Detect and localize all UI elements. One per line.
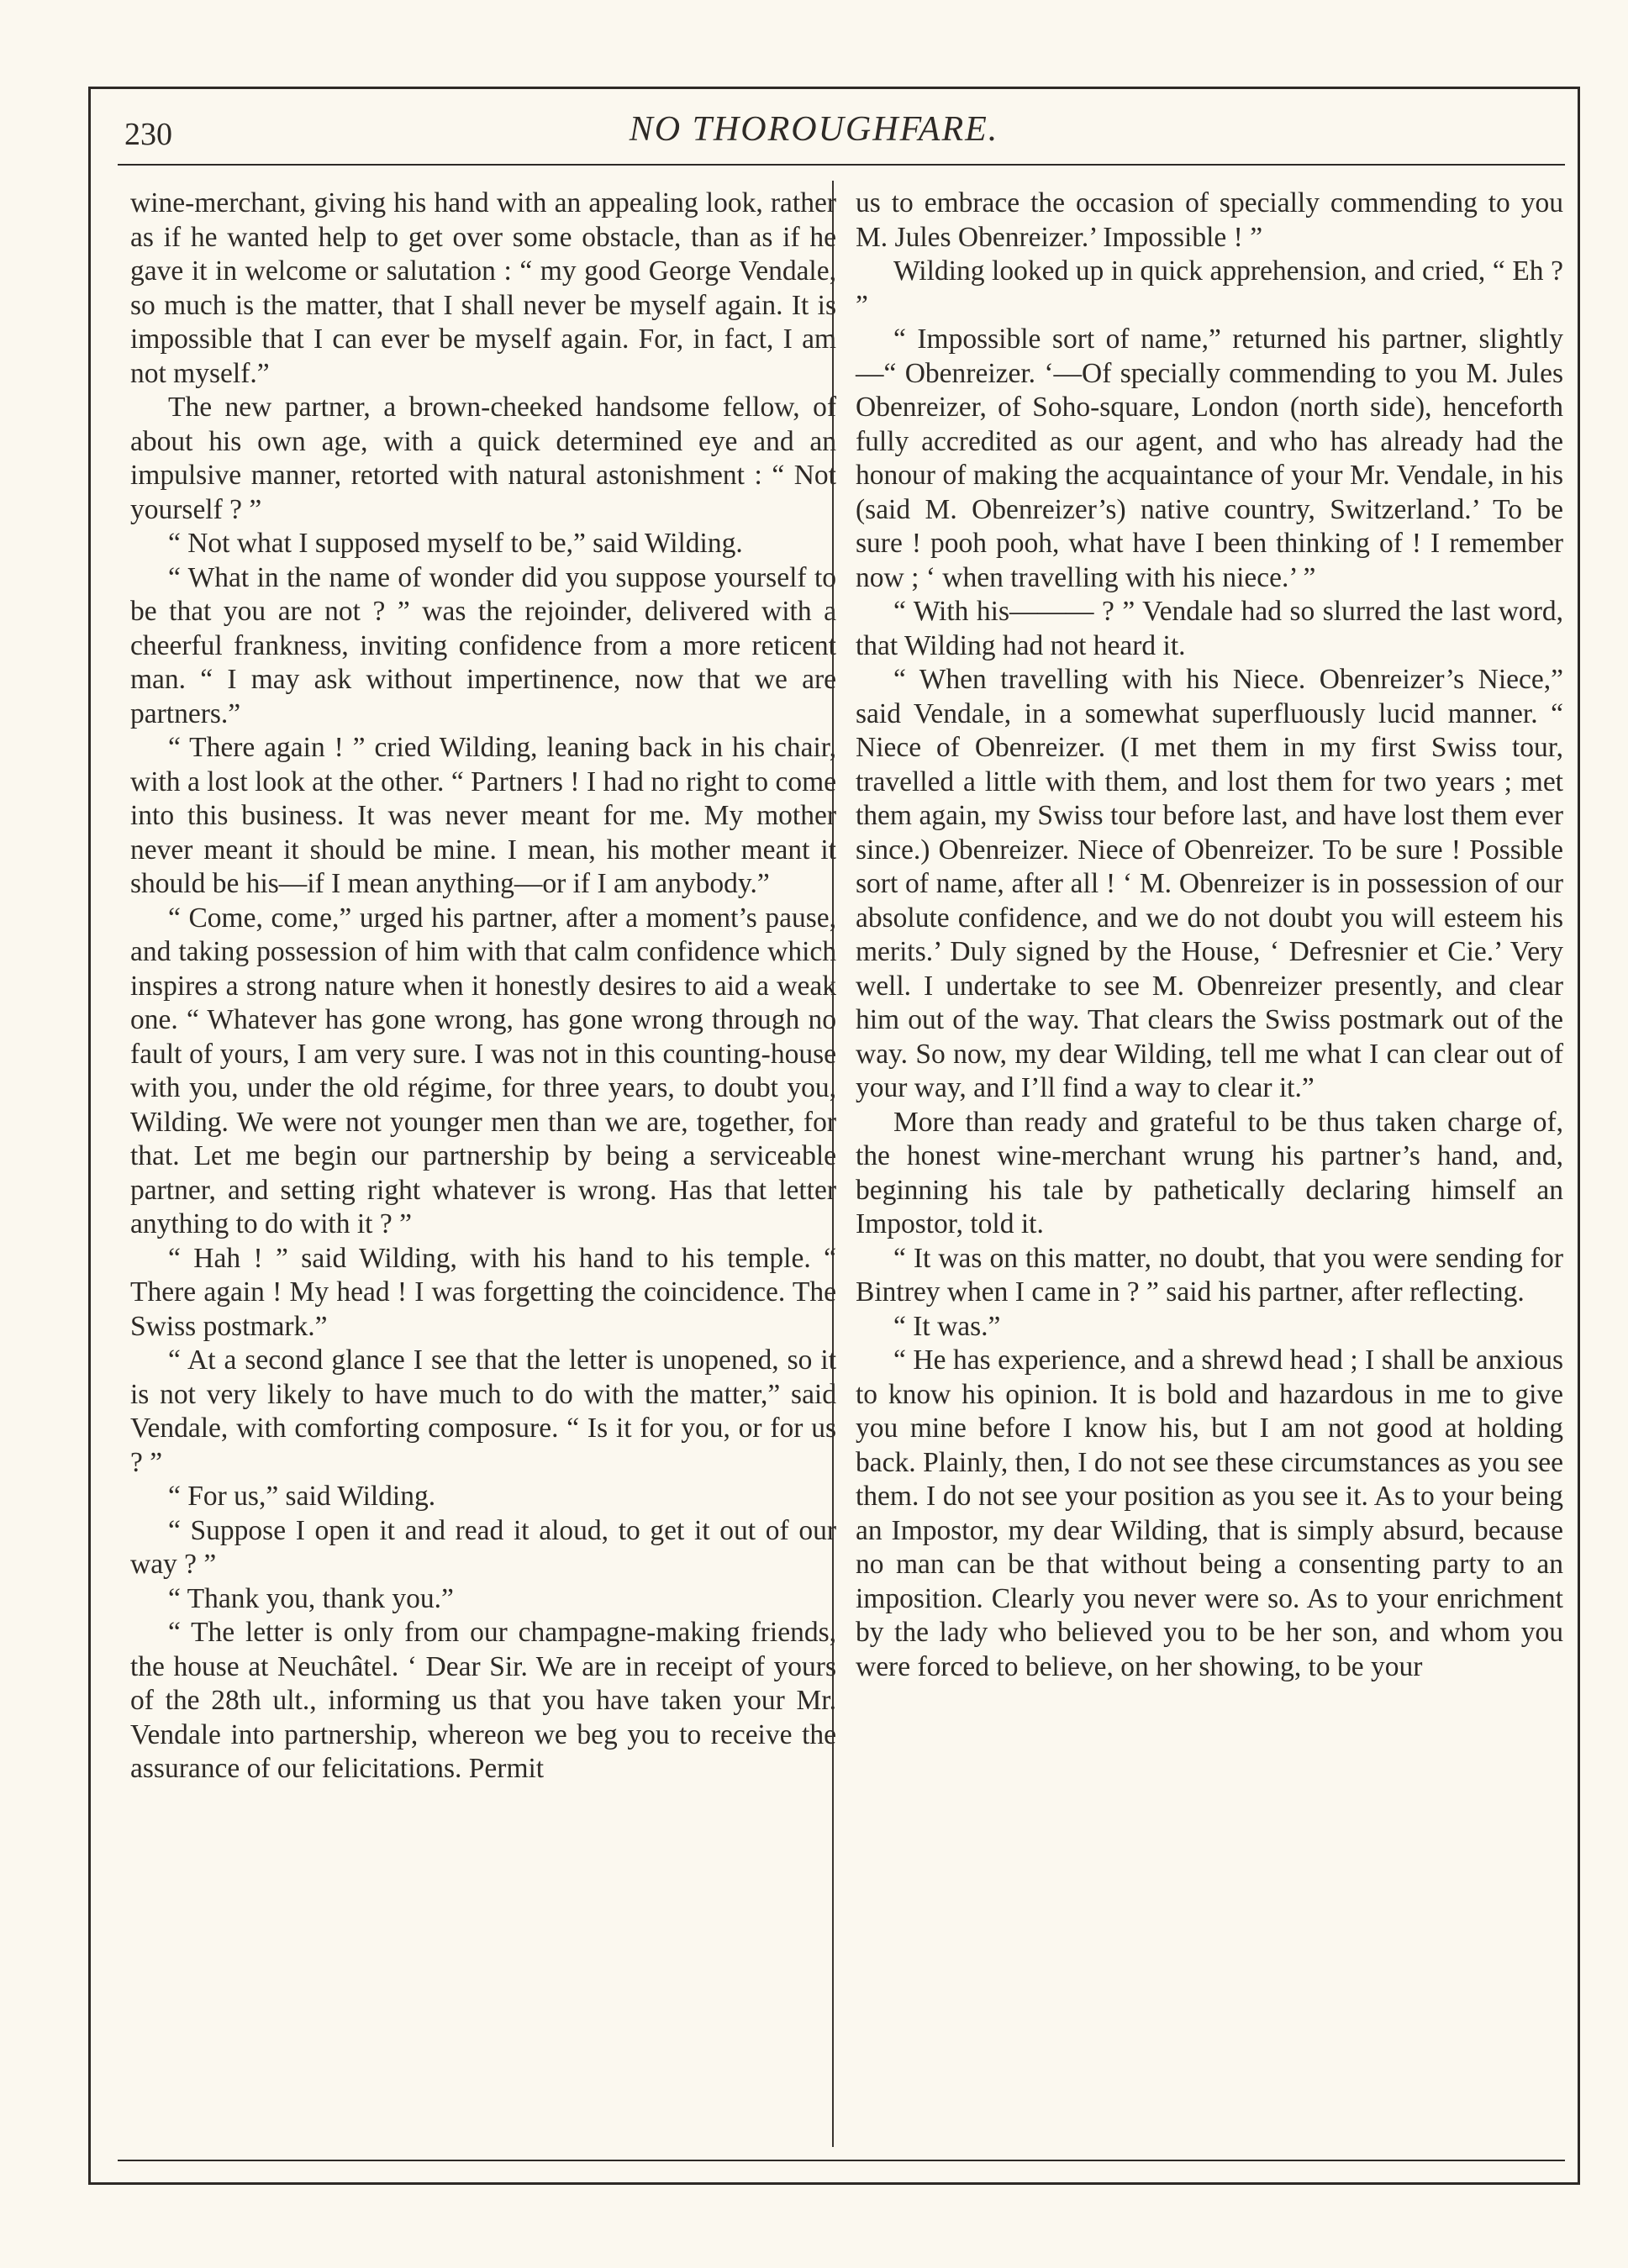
paragraph: More than ready and grateful to be thus taken charge of, the honest wine-merchant wrung his partner’s hand, and, beginning his tale by pathetically declaring himself an Impostor, told it. (856, 1106, 1563, 1239)
paragraph: “ There again ! ” cried Wilding, leaning back in his chair, with a lost look at the other. “ Partners ! I had no right to come into this business. It was never meant for me. My mother never meant it should be mine. I mean, his mother meant it should be his—if I mean anything—or if I am anybody.” (130, 732, 836, 899)
paragraph: wine-merchant, giving his hand with an appealing look, rather as if he wanted help to get over some obstacle, than as if he gave it in welcome or salutation : “ my good George Vendale, so much is the matter, that I shall never be myself again. It is impossible that I can ever be myself again. For, in fact, I am not myself.” (130, 187, 836, 389)
paragraph: “ With his——— ? ” Vendale had so slurred the last word, that Wilding had not heard it. (856, 596, 1563, 661)
bottom-border-rule (88, 2182, 1580, 2185)
paragraph: “ It was on this matter, no doubt, that you were sending for Bintrey when I came in ? ” said his partner, after reflecting. (856, 1242, 1563, 1308)
running-title: NO THOROUGHFARE. (629, 110, 999, 149)
paragraph: “ Hah ! ” said Wilding, with his hand to his temple. “ There again ! My head ! I was forgetting the coincidence. The Swiss postmark.” (130, 1242, 836, 1342)
top-border-rule (88, 87, 1580, 89)
header-rule (118, 164, 1565, 166)
paragraph: “ Impossible sort of name,” returned his partner, slightly—“ Obenreizer. ‘—Of specially commending to you M. Jules Obenreizer, of Soho-square, London (north side), henceforth fully accredited as our agent, and who has already had the honour of making the acquaintance of your Mr. Vendale, in his (said M. Obenreizer’s) native country, Switzerland.’ To be sure ! pooh pooh, what have I been thinking of ! I remember now ; ‘ when travelling with his niece.’ ” (856, 324, 1563, 593)
paragraph: “ For us,” said Wilding. (168, 1481, 436, 1512)
paragraph: The new partner, a brown-cheeked handsome fellow, of about his own age, with a quick determined eye and an impulsive manner, retorted with natural astonishment : “ Not yourself ? ” (130, 392, 836, 525)
paragraph: Wilding looked up in quick apprehension, and cried, “ Eh ? ” (856, 255, 1563, 321)
paragraph: “ Not what I supposed myself to be,” said Wilding. (168, 528, 743, 559)
paragraph: “ It was.” (893, 1310, 1001, 1342)
paragraph: “ When travelling with his Niece. Obenreizer’s Niece,” said Vendale, in a somewhat superfluously lucid manner. “ Niece of Obenreizer. (I met them in my first Swiss tour, travelled a little with them, and lost them for two years ; met them again, my Swiss tour before last, and have lost them ever since.) Obenreizer. Niece of Obenreizer. To be sure ! Possible sort of name, after all ! ‘ M. Obenreizer is in possession of our absolute confidence, and we do not doubt you will esteem his merits.’ Duly signed by the House, ‘ Defresnier et Cie.’ Very well. I undertake to see M. Obenreizer presently, and clear him out of the way. That clears the Swiss postmark out of the way. So now, my dear Wilding, tell me what I can clear out of your way, and I’ll find a way to clear it.” (856, 664, 1563, 1103)
page-number: 230 (124, 117, 172, 152)
right-column (856, 187, 1563, 1684)
paragraph: “ Come, come,” urged his partner, after a moment’s pause, and taking possession of him with that calm confidence which inspires a strong nature when it honestly desires to aid a weak one. “ Whatever has gone wrong, has gone wrong through no fault of yours, I am very sure. I was not in this counting-house with you, under the old régime, for three years, to doubt you, Wilding. We were not younger men than we are, together, for that. Let me begin our partnership by being a serviceable partner, and setting right whatever is wrong. Has that letter anything to do with it ? ” (130, 902, 836, 1239)
paragraph: “ The letter is only from our champagne-making friends, the house at Neuchâtel. ‘ Dear Sir. We are in receipt of yours of the 28th ult., informing us that you have taken your Mr. Vendale into partnership, whereon we beg you to receive the assurance of our felicitations. Permit (130, 1617, 836, 1784)
paragraph: “ Thank you, thank you.” (168, 1582, 454, 1614)
left-column (130, 187, 836, 1787)
right-border-rule (1578, 87, 1580, 2183)
paragraph: us to embrace the occasion of specially commending to you M. Jules Obenreizer.’ Impossible ! ” (856, 187, 1563, 253)
paragraph: “ What in the name of wonder did you suppose yourself to be that you are not ? ” was the rejoinder, delivered with a cheerful frankness, inviting confidence from a more reticent man. “ I may ask without impertinence, now that we are partners.” (130, 561, 836, 729)
paragraph: “ At a second glance I see that the letter is unopened, so it is not very likely to have much to do with the matter,” said Vendale, with comforting composure. “ Is it for you, or for us ? ” (130, 1344, 836, 1478)
left-border-rule (88, 87, 91, 2183)
paragraph: “ He has experience, and a shrewd head ; I shall be anxious to know his opinion. It is bold and hazardous in me to give you mine before I know his, but I am not good at holding back. Plainly, then, I do not see these circumstances as you see them. I do not see your position as you see it. As to your being an Impostor, my dear Wilding, that is simply absurd, because no man can be that without being a consenting party to an imposition. Clearly you never were so. As to your enrichment by the lady who believed you to be her son, and whom you were forced to believe, on her showing, to be your (856, 1344, 1563, 1682)
paragraph: “ Suppose I open it and read it aloud, to get it out of our way ? ” (130, 1514, 836, 1580)
footer-rule (118, 2160, 1565, 2161)
